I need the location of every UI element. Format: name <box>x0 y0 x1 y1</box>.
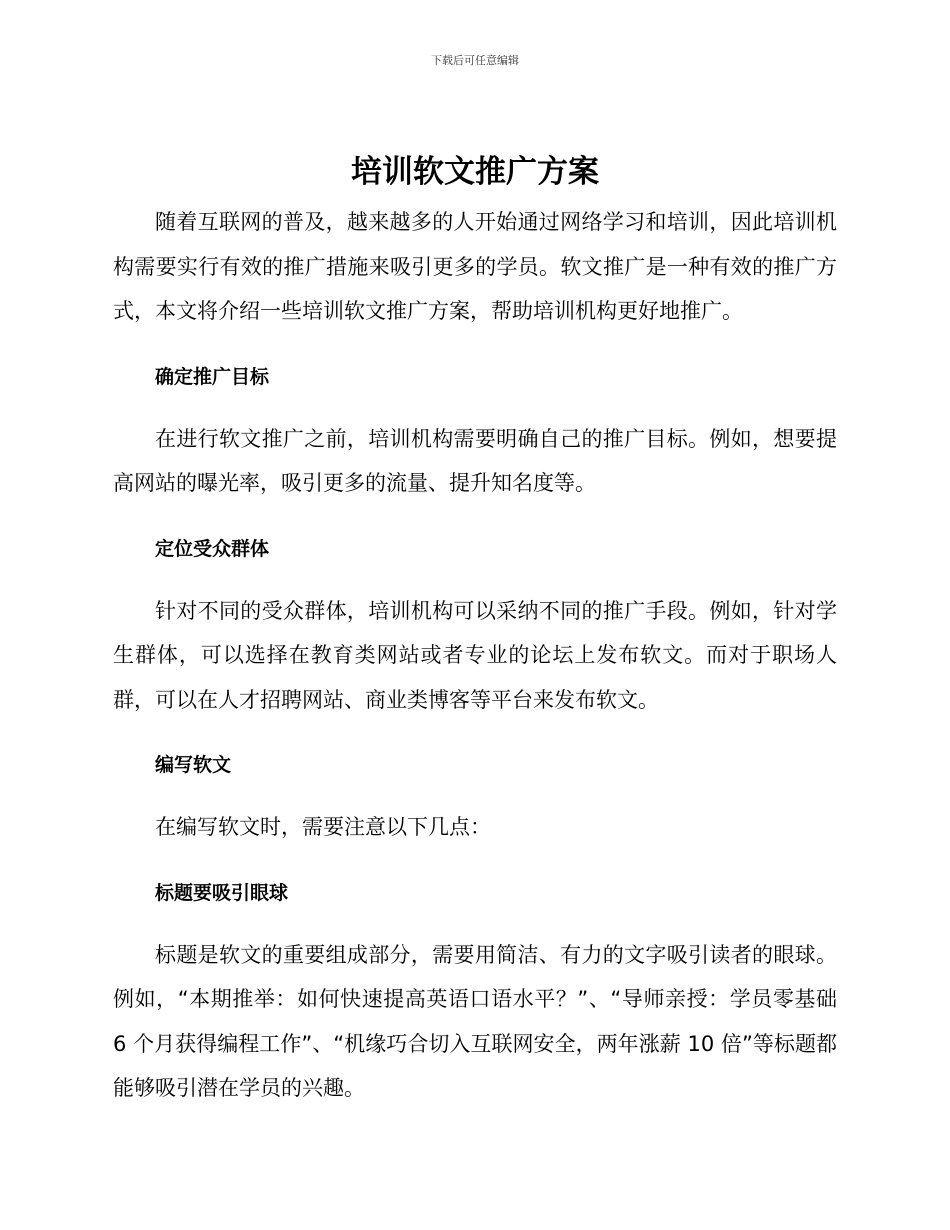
section-heading-goal: 确定推广目标 <box>155 365 270 388</box>
section-heading-title-tips: 标题要吸引眼球 <box>155 881 289 904</box>
document-title: 培训软文推广方案 <box>351 154 599 190</box>
section-heading-writing: 编写软文 <box>155 754 232 776</box>
section-paragraph-title-tips: 标题是软文的重要组成部分，需要用简洁、有力的文字吸引读者的眼球。例如，“本期推举：如何快速提高英语口语水平？”、“导师亲授：学员零基础 6 个月获得编程工作”、“机缘巧合切入互联网安全，两年涨薪 10 倍”等标题都能够吸引潜在学员的兴趣。 <box>113 942 837 1100</box>
section-paragraph-writing: 在编写软文时，需要注意以下几点： <box>155 815 491 839</box>
page-header-note: 下载后可任意编辑 <box>431 54 519 67</box>
intro-paragraph: 随着互联网的普及，越来越多的人开始通过网络学习和培训，因此培训机构需要实行有效的推广措施来吸引更多的学员。软文推广是一种有效的推广方式，本文将介绍一些培训软文推广方案，帮助培训机构更好地推广。 <box>113 210 837 323</box>
document-body <box>113 200 837 1111</box>
section-paragraph-audience: 针对不同的受众群体，培训机构可以采纳不同的推广手段。例如，针对学生群体，可以选择在教育类网站或者专业的论坛上发布软文。而对于职场人群，可以在人才招聘网站、商业类博客等平台来发布软文。 <box>113 598 837 712</box>
section-heading-audience: 定位受众群体 <box>155 537 270 560</box>
section-paragraph-goal: 在进行软文推广之前，培训机构需要明确自己的推广目标。例如，想要提高网站的曝光率，吸引更多的流量、提升知名度等。 <box>113 426 837 495</box>
